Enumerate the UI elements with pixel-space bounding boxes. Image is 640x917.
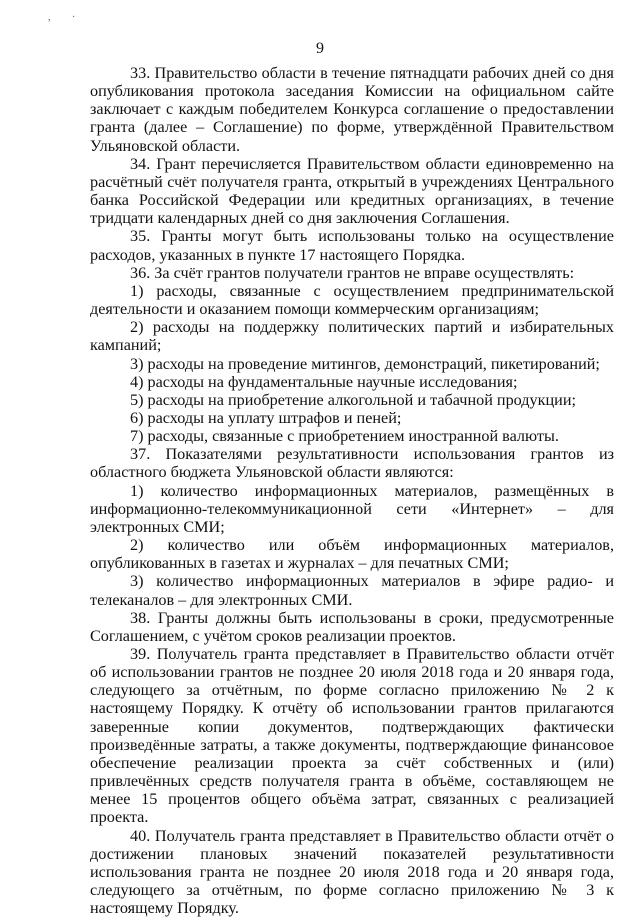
list-item-36-7: 7) расходы, связанные с приобретением иностранной валюты. [130,427,559,446]
list-item-37-2: 2) количество или объём информационных материалов, опубликованных в газетах и журналах – для печатных СМИ; [90,536,614,573]
scan-mark: , [48,12,51,23]
paragraph-34: 34. Грант перечисляется Правительством области единовременно на расчётный счёт получателя гранта, открытый в учреждениях Центрального банка Российской Федерации или кредитных организациях, в течение тридцати календарных дней со дня заключения Соглашения. [90,154,614,228]
list-item-36-1: 1) расходы, связанные с осуществлением предпринимательской деятельности и оказанием помощи коммерческим организациям; [90,281,614,319]
paragraph-33: 33. Правительство области в течение пятнадцати рабочих дней со дня опубликования протокола заседания Комиссии на официальном сайте заключает с каждым победителем Конкурса соглашение о предоставлении гранта (далее – Соглашение) по форме, утверждённой Правительством Ульяновской области. [90,64,614,155]
page-number: 9 [316,40,324,57]
paragraph-40: 40. Получатель гранта представляет в Правительство области отчёт о достижении плановых значений показателей результативности использования гранта не позднее 20 июля 2018 года и 20 января года, следующего за отчётным, по форме согласно приложению № 3 к настоящему Порядку. [90,826,614,917]
list-item-36-6: 6) расходы на уплату штрафов и пеней; [130,408,402,427]
list-item-36-2: 2) расходы на поддержку политических партий и избирательных кампаний; [90,318,614,355]
document-body [90,64,614,917]
list-item-36-4: 4) расходы на фундаментальные научные исследования; [130,372,518,391]
list-item-36-3: 3) расходы на проведение митингов, демонстраций, пикетирований; [130,354,600,373]
paragraph-36: 36. За счёт грантов получатели грантов не вправе осуществлять: [130,263,575,282]
paragraph-35: 35. Гранты могут быть использованы только на осуществление расходов, указанных в пункте 17 настоящего Порядка. [90,227,614,264]
scan-mark: · [72,12,76,23]
paragraph-39: 39. Получатель гранта представляет в Правительство области отчёт об использовании грантов не позднее 20 июля 2018 года и 20 января года, следующего за отчётным, по форме согласно приложению № 2 к настоящему Порядку. К отчёту об использовании грантов прилагаются заверенные копии документов, подтверждающих фактически произведённые затраты, а также документы, подтверждающие финансовое обеспечение реализации проекта за счёт собственных и (или) привлечённых средств получателя гранта в объёме, составляющем не менее 15 процентов общего объёма затрат, связанных с реализацией проекта. [90,645,614,827]
list-item-36-5: 5) расходы на приобретение алкогольной и табачной продукции; [130,390,576,409]
paragraph-38: 38. Гранты должны быть использованы в сроки, предусмотренные Соглашением, с учётом сроков реализации проектов. [90,608,614,645]
list-item-37-3: 3) количество информационных материалов в эфире радио- и телеканалов – для электронных СМИ. [90,572,614,609]
list-item-37-1: 1) количество информационных материалов, размещённых в информационно-телекоммуникационной сети «Интернет» – для электронных СМИ; [90,481,614,536]
paragraph-37: 37. Показателями результативности использования грантов из областного бюджета Ульяновской области являются: [90,445,614,482]
